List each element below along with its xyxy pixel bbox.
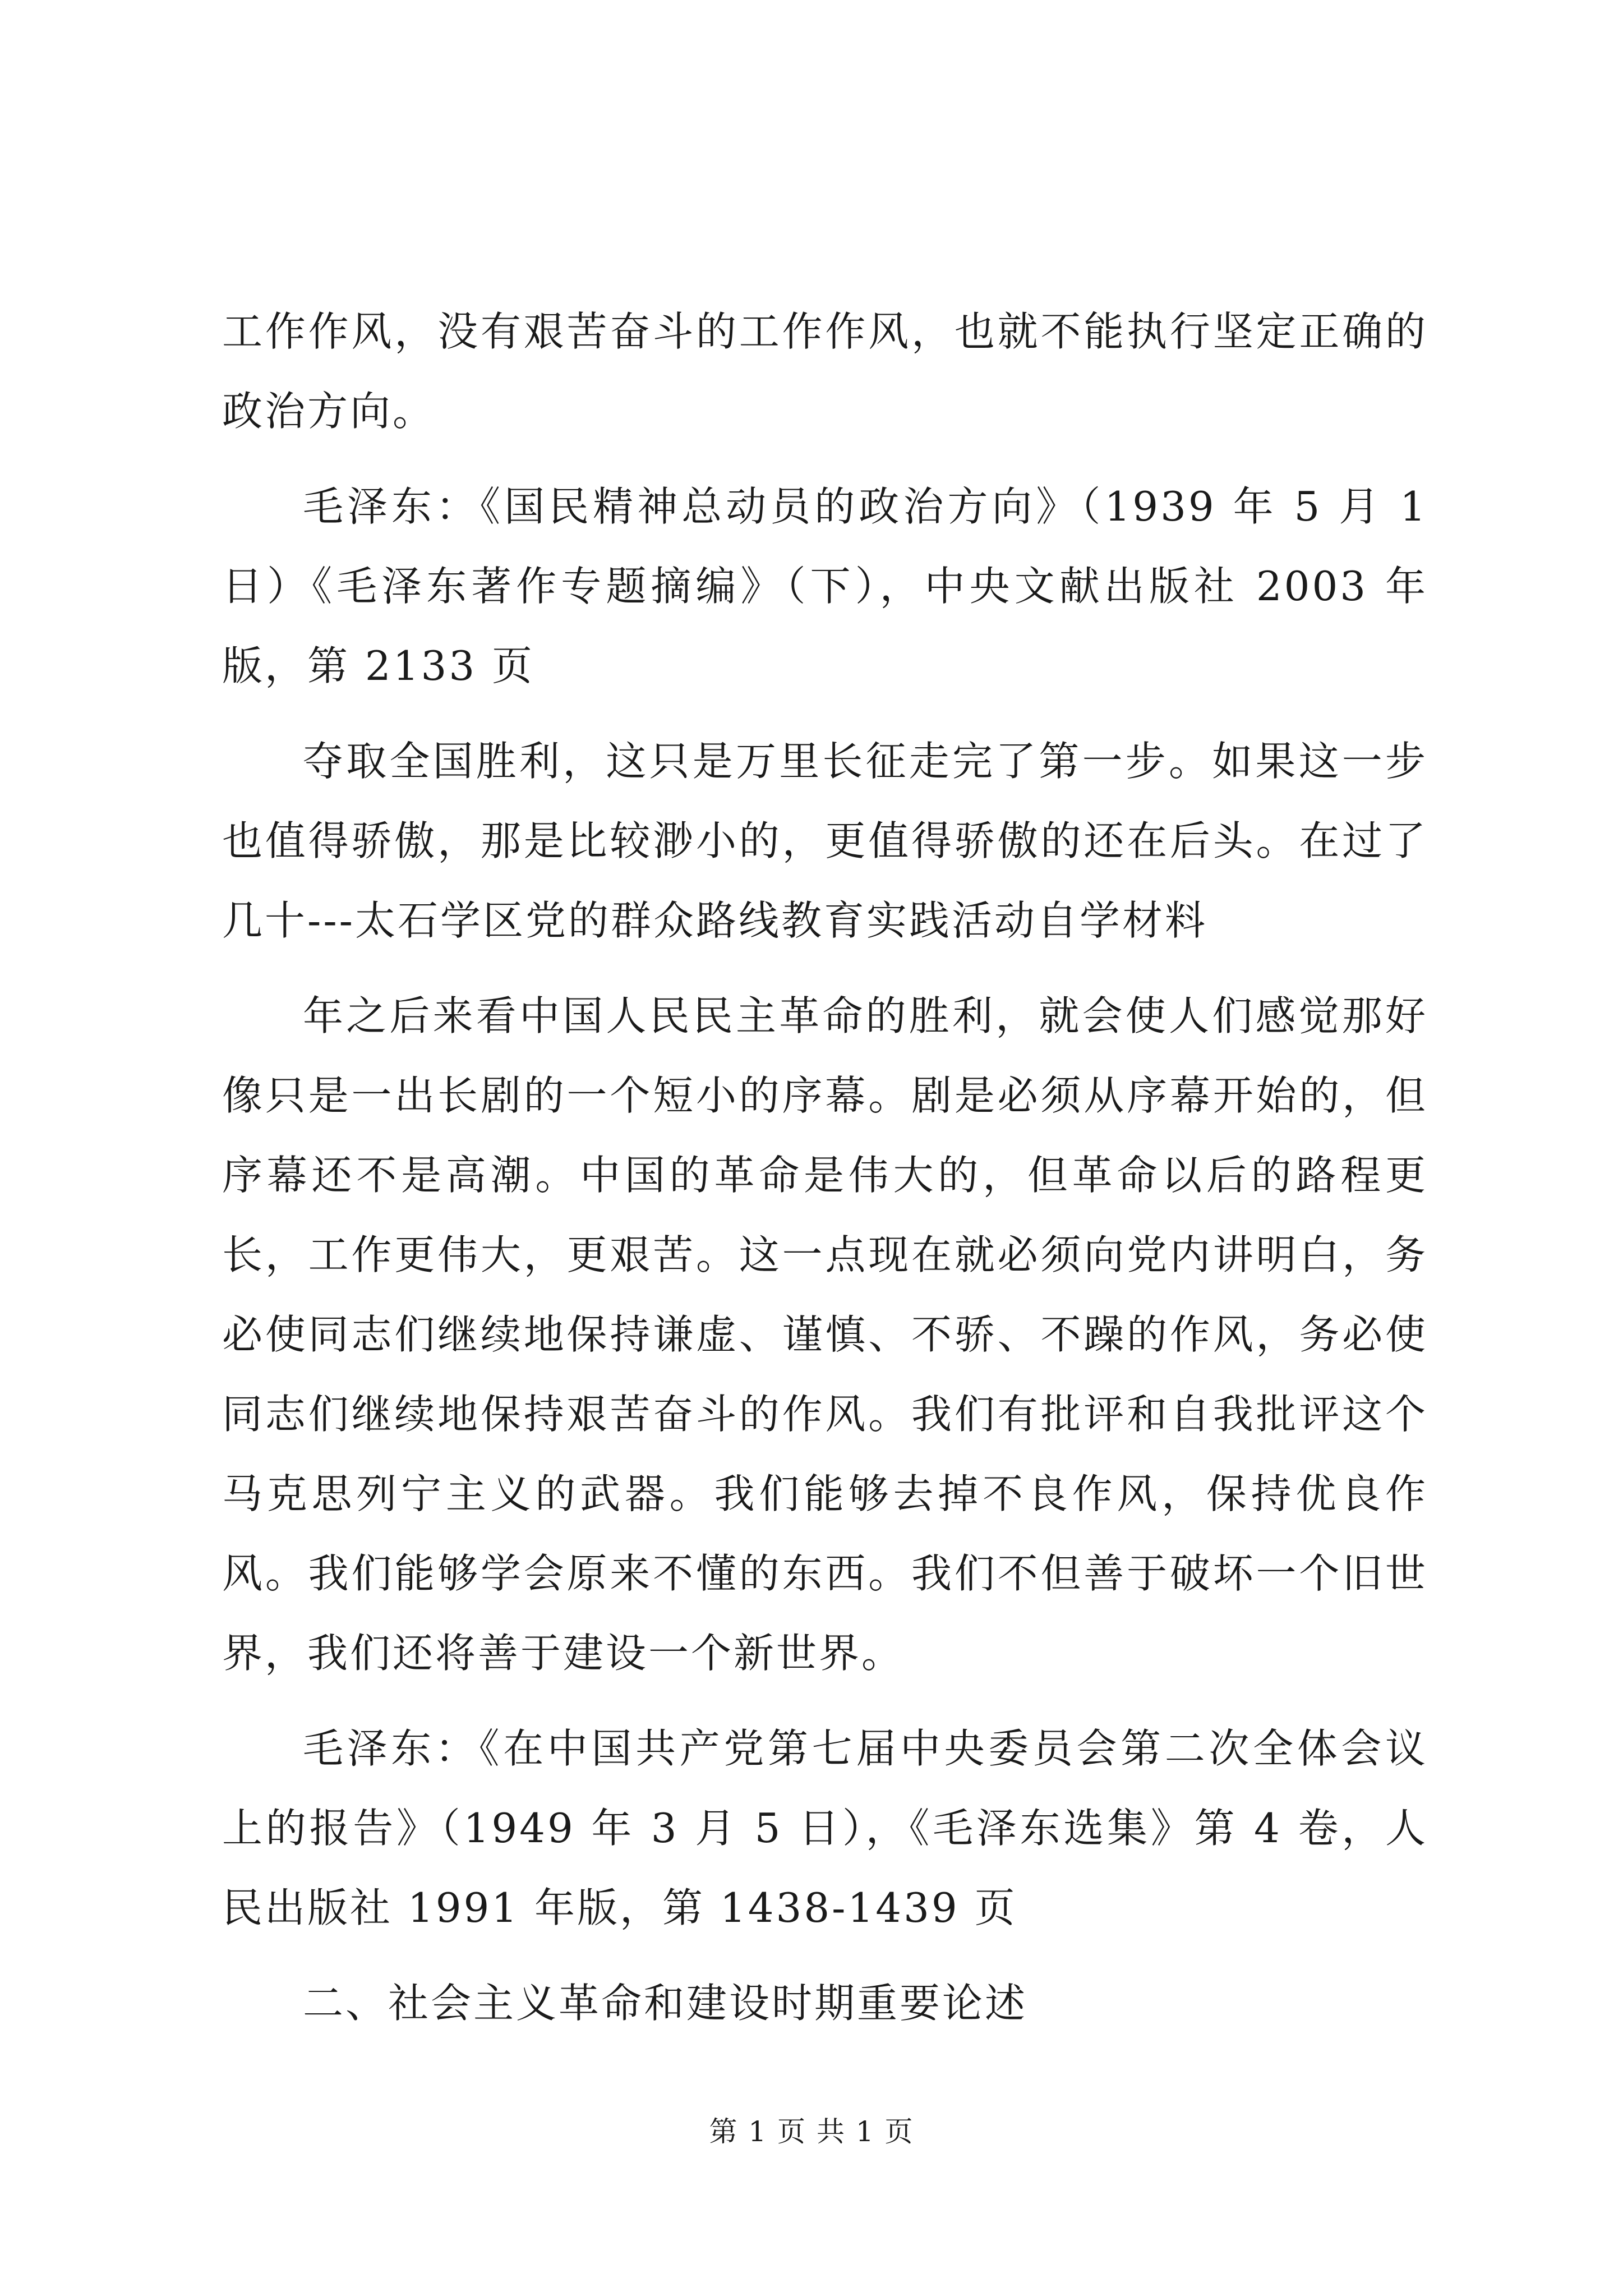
page-footer: 第 1 页 共 1 页	[709, 2115, 914, 2148]
document-body	[222, 292, 1428, 2043]
paragraph-citation-1939: 毛泽东：《国民精神总动员的政治方向》（1939 年 5 月 1 日）《毛泽东著作专题摘编》（下），中央文献出版社 2003 年版，第 2133 页	[222, 483, 1428, 689]
paragraph-quote-victory: 夺取全国胜利，这只是万里长征走完了第一步。如果这一步也值得骄傲，那是比较渺小的，更值得骄傲的还在后头。在过了几十---太石学区党的群众路线教育实践活动自学材料	[222, 738, 1428, 944]
paragraph-citation-1949: 毛泽东：《在中国共产党第七届中央委员会第二次全体会议上的报告》（1949 年 3 月 5 日），《毛泽东选集》第 4 卷，人民出版社 1991 年版，第 1438-1439 页	[222, 1725, 1428, 1931]
paragraph-continuation: 工作作风，没有艰苦奋斗的工作作风，也就不能执行坚定正确的政治方向。	[222, 308, 1428, 435]
paragraph-quote-revolution: 年之后来看中国人民民主革命的胜利，就会使人们感觉那好像只是一出长剧的一个短小的序幕。剧是必须从序幕开始的，但序幕还不是高潮。中国的革命是伟大的，但革命以后的路程更长，工作更伟大，更艰苦。这一点现在就必须向党内讲明白，务必使同志们继续地保持谦虚、谨慎、不骄、不躁的作风，务必使同志们继续地保持艰苦奋斗的作风。我们有批评和自我批评这个马克思列宁主义的武器。我们能够去掉不良作风，保持优良作风。我们能够学会原来不懂的东西。我们不但善于破坏一个旧世界，我们还将善于建设一个新世界。	[222, 992, 1428, 1677]
section-heading: 二、社会主义革命和建设时期重要论述	[303, 1980, 1028, 2027]
